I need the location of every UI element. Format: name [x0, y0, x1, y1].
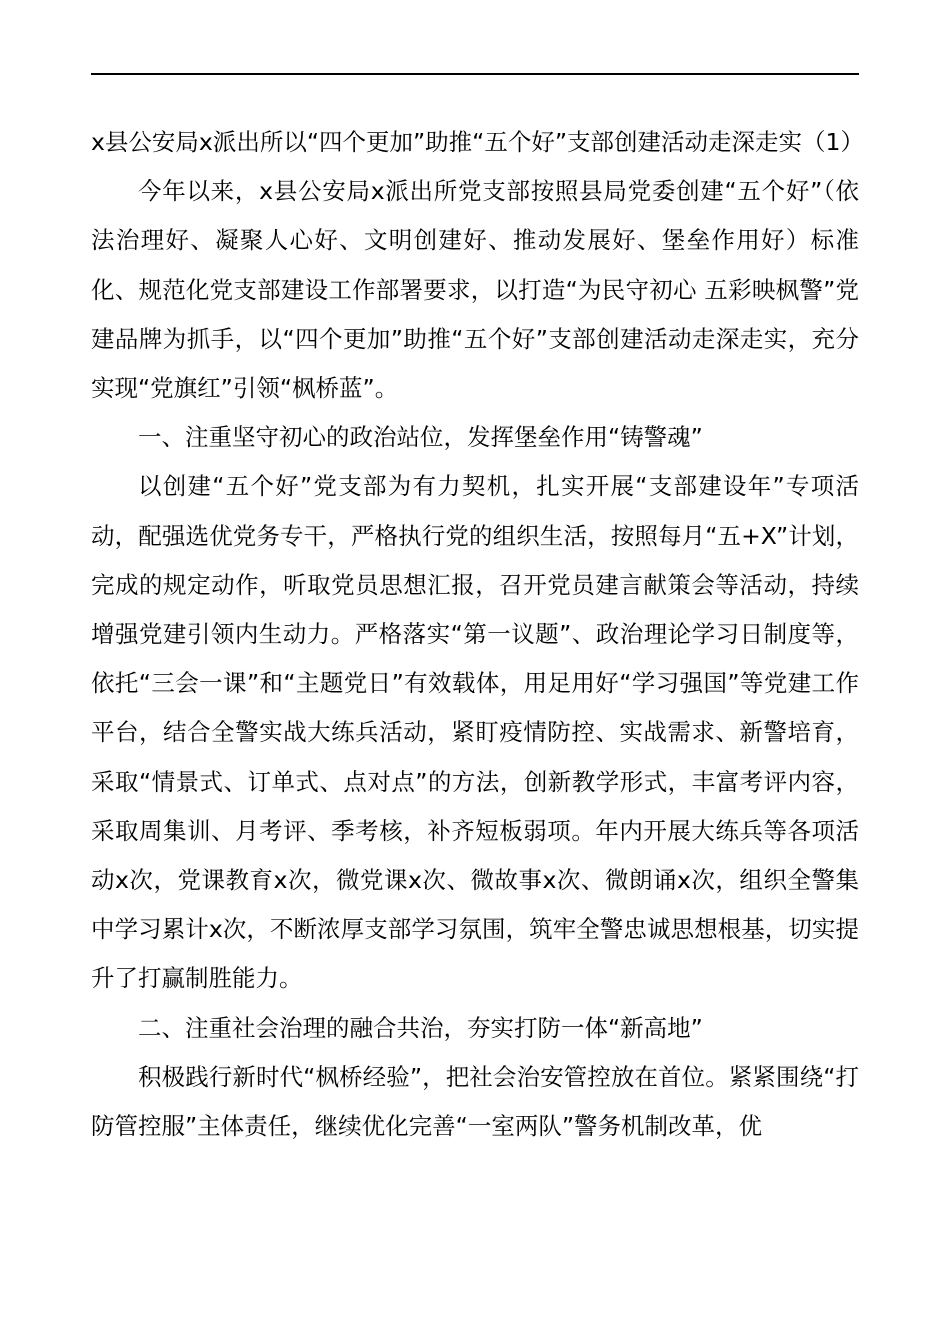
header-rule: [91, 73, 859, 75]
paragraph-section-2: 积极践行新时代“枫桥经验”，把社会治安管控放在首位。紧紧围绕“打防管控服”主体责任，继续优化完善“一室两队”警务机制改革，优: [91, 1062, 859, 1141]
document-body: [91, 118, 864, 1151]
document-title: x县公安局x派出所以“四个更加”助推“五个好”支部创建活动走深走实（1）: [91, 128, 864, 156]
section-heading-2: 二、注重社会治理的融合共治，夯实打防一体“新高地”: [138, 1013, 703, 1042]
paragraph-section-1: 以创建“五个好”党支部为有力契机，扎实开展“支部建设年”专项活动，配强选优党务专干，严格执行党的组织生活，按照每月“五+X”计划，完成的规定动作，听取党员思想汇报，召开党员建言献策会等活动，持续增强党建引领内生动力。严格落实“第一议题”、政治理论学习日制度等，依托“三会一课”和“主题党日”有效载体，用足用好“学习强国”等党建工作平台，结合全警实战大练兵活动，紧盯疫情防控、实战需求、新警培育，采取“情景式、订单式、点对点”的方法，创新教学形式，丰富考评内容，采取周集训、月考评、季考核，补齐短板弱项。年内开展大练兵等各项活动x次，党课教育x次，微党课x次、微故事x次、微朗诵x次，组织全警集中学习累计x次，不断浓厚支部学习氛围，筑牢全警忠诚思想根基，切实提升了打赢制胜能力。: [91, 472, 859, 993]
paragraph-intro: 今年以来，x县公安局x派出所党支部按照县局党委创建“五个好”（依法治理好、凝聚人心好、文明创建好、推动发展好、堡垒作用好）标准化、规范化党支部建设工作部署要求，以打造“为民守初心 五彩映枫警”党建品牌为抓手，以“四个更加”助推“五个好”支部创建活动走深走实，充分实现“党旗红”引领“枫桥蓝”。: [91, 177, 859, 403]
section-heading-1: 一、注重坚守初心的政治站位，发挥堡垒作用“铸警魂”: [138, 423, 703, 452]
